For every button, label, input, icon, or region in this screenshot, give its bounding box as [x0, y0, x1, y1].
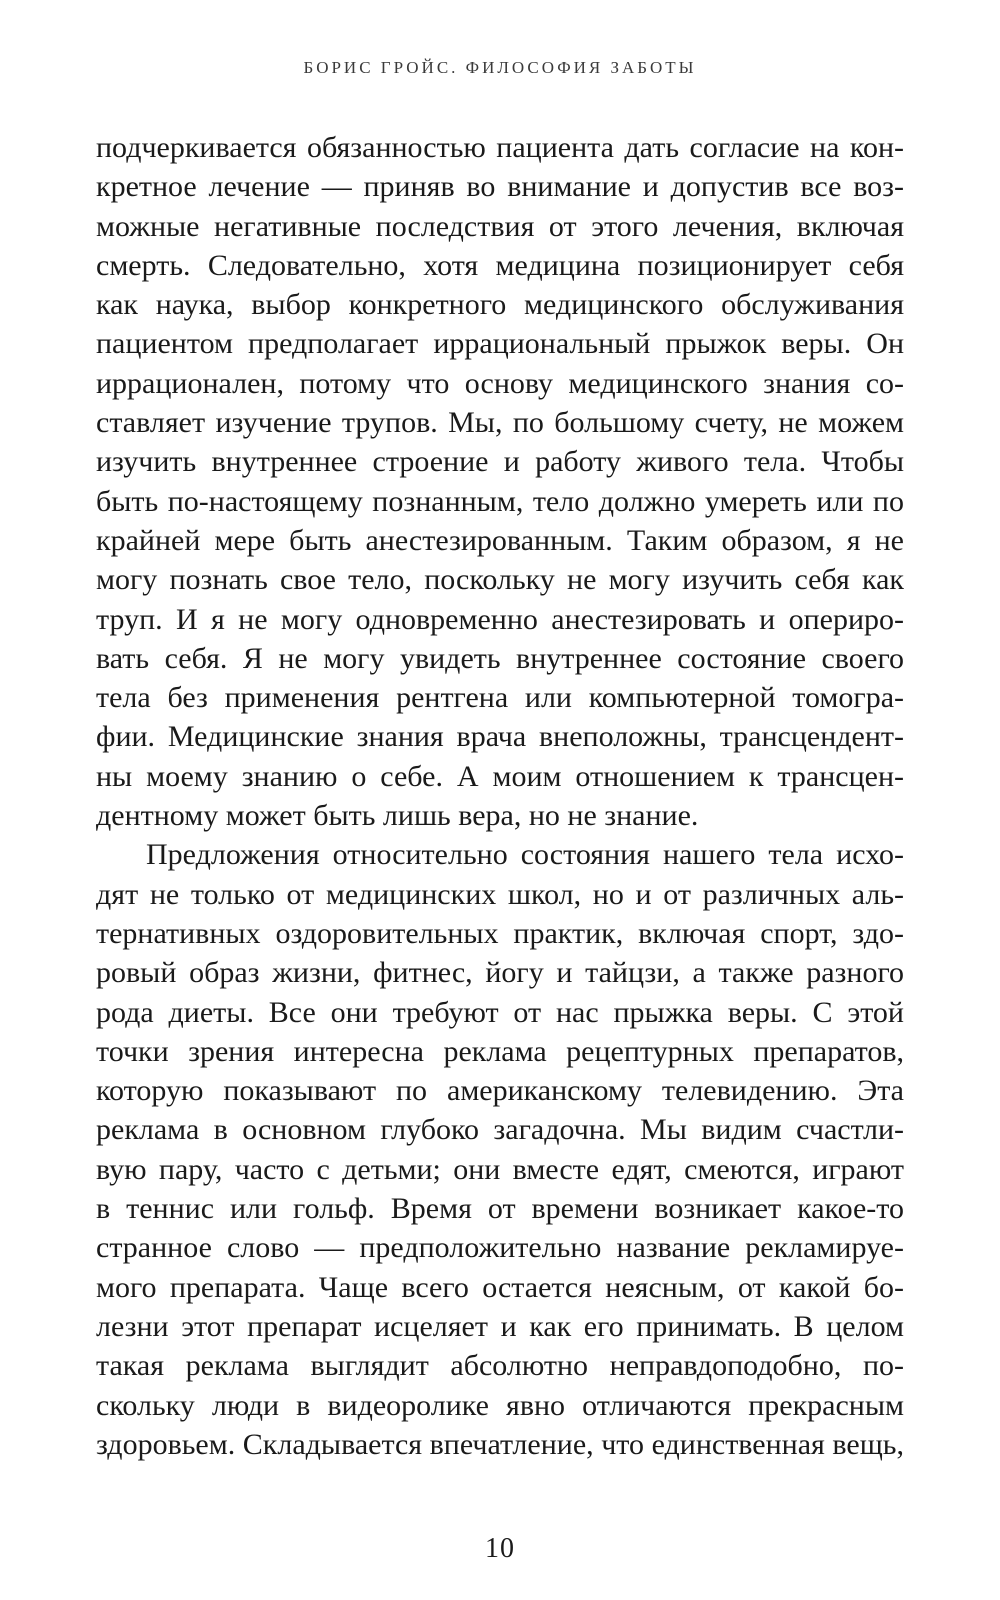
text-line: крайней мере быть анестезированным. Таким образом, я не [96, 523, 904, 557]
text-line: тела без применения рентгена или компьютерной томогра- [96, 681, 904, 715]
text-line: здоровьем. Складывается впечатление, что единственная вещь, [96, 1427, 904, 1461]
text-line: иррационален, потому что основу медицинского знания со- [96, 366, 904, 400]
text-line: такая реклама выглядит абсолютно неправдоподобно, по- [96, 1349, 904, 1383]
text-line: пациентом предполагает иррациональный прыжок веры. Он [96, 327, 904, 361]
text-line: ставляет изучение трупов. Мы, по большому счету, не можем [96, 406, 904, 440]
text-line: подчеркивается обязанностью пациента дать согласие на кон- [96, 131, 904, 164]
text-line: лезни этот препарат исцеляет и как его принимать. В целом [96, 1309, 904, 1343]
text-line: вую пару, часто с детьми; они вместе едят, смеются, играют [96, 1152, 904, 1186]
text-line: дят не только от медицинских школ, но и от различных аль- [96, 877, 904, 911]
running-header: БОРИС ГРОЙС. ФИЛОСОФИЯ ЗАБОТЫ [303, 58, 697, 77]
text-line: кретное лечение — приняв во внимание и допустив все воз- [96, 170, 904, 204]
text-line: в теннис или гольф. Время от времени возникает какое-то [96, 1192, 904, 1226]
text-line: могу познать свое тело, поскольку не могу изучить себя как [96, 563, 904, 597]
text-line: фии. Медицинские знания врача внеположны, трансцендент- [96, 720, 904, 754]
text-line: ровый образ жизни, фитнес, йогу и тайцзи, а также разного [96, 956, 904, 990]
text-line: Предложения относительно состояния нашего тела исхо- [146, 838, 904, 872]
text-line: смерть. Следовательно, хотя медицина позиционирует себя [96, 248, 904, 282]
text-line: точки зрения интересна реклама рецептурных препаратов, [96, 1034, 904, 1068]
paragraph-2 [96, 835, 904, 1464]
text-line: реклама в основном глубоко загадочна. Мы видим счастли- [96, 1113, 904, 1147]
paragraph-1 [96, 128, 904, 835]
text-line: изучить внутреннее строение и работу живого тела. Чтобы [96, 445, 904, 479]
text-line: тернативных оздоровительных практик, включая спорт, здо- [96, 916, 904, 950]
text-line: ны моему знанию о себе. А моим отношением к трансцен- [96, 759, 904, 793]
text-line: мого препарата. Чаще всего остается неясным, от какой бо- [96, 1270, 904, 1304]
text-line: странное слово — предположительно название рекламируе- [96, 1231, 904, 1265]
page-number: 10 [485, 1533, 515, 1564]
text-line: труп. И я не могу одновременно анестезировать и оперирο- [96, 602, 904, 636]
text-line: можные негативные последствия от этого лечения, включая [96, 209, 904, 243]
text-line: которую показывают по американскому телевидению. Эта [96, 1074, 904, 1108]
body-text [96, 128, 904, 1464]
text-line: дентному может быть лишь вера, но не знание. [96, 799, 699, 833]
text-line: как наука, выбор конкретного медицинского обслуживания [96, 288, 904, 322]
text-line: скольку люди в видеоролике явно отличаются прекрасным [96, 1388, 904, 1422]
text-line: вать себя. Я не могу увидеть внутреннее состояние своего [96, 641, 904, 675]
text-line: рода диеты. Все они требуют от нас прыжка веры. С этой [96, 995, 904, 1029]
text-line: быть по-настоящему познанным, тело должно умереть или по [96, 484, 904, 518]
